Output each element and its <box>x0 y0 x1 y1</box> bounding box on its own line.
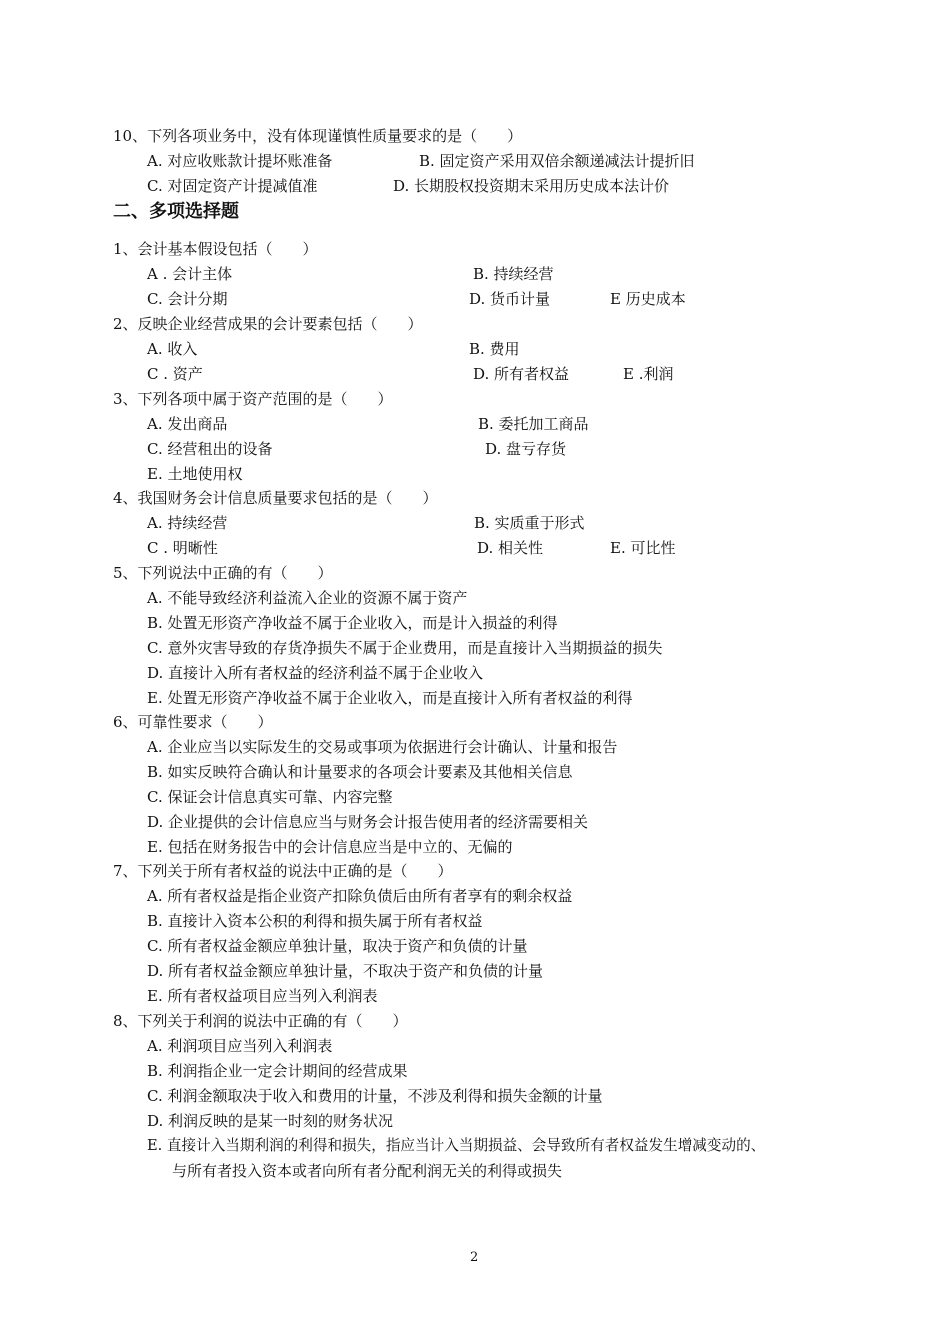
mc-1-option-b: B. 持续经营 <box>473 265 554 283</box>
mc-5-option-c: C. 意外灾害导致的存货净损失不属于企业费用，而是直接计入当期损益的损失 <box>147 639 663 657</box>
mc-1-option-d: D. 货币计量 <box>469 290 551 308</box>
mc-3-stem: 3、下列各项中属于资产范围的是（ ） <box>113 390 393 408</box>
mc-4-option-c: C . 明晰性 <box>147 539 218 557</box>
mc-4-option-b: B. 实质重于形式 <box>474 514 585 532</box>
mc-1-stem: 1、会计基本假设包括（ ） <box>113 240 318 258</box>
mc-1-option-c: C. 会计分期 <box>147 290 228 308</box>
section-heading-multiple-choice: 二、多项选择题 <box>113 201 239 222</box>
mc-2-option-a: A. 收入 <box>147 340 198 358</box>
question-10-option-a: A. 对应收账款计提坏账准备 <box>147 152 333 170</box>
mc-5-option-b: B. 处置无形资产净收益不属于企业收入，而是计入损益的利得 <box>147 614 558 632</box>
mc-2-option-e: E .利润 <box>623 365 674 383</box>
mc-5-option-e: E. 处置无形资产净收益不属于企业收入，而是直接计入所有者权益的利得 <box>147 689 633 707</box>
mc-6-option-d: D. 企业提供的会计信息应当与财务会计报告使用者的经济需要相关 <box>147 813 589 831</box>
mc-7-stem: 7、下列关于所有者权益的说法中正确的是（ ） <box>113 862 453 880</box>
mc-5-stem: 5、下列说法中正确的有（ ） <box>113 564 333 582</box>
mc-7-option-d: D. 所有者权益金额应单独计量，不取决于资产和负债的计量 <box>147 962 544 980</box>
mc-7-option-b: B. 直接计入资本公积的利得和损失属于所有者权益 <box>147 912 483 930</box>
mc-6-option-b: B. 如实反映符合确认和计量要求的各项会计要素及其他相关信息 <box>147 763 573 781</box>
mc-4-option-a: A. 持续经营 <box>147 514 228 532</box>
mc-4-option-d: D. 相关性 <box>477 539 544 557</box>
mc-8-option-e-continued: 与所有者投入资本或者向所有者分配利润无关的利得或损失 <box>172 1162 563 1180</box>
mc-6-stem: 6、可靠性要求（ ） <box>113 713 273 731</box>
mc-1-option-a: A . 会计主体 <box>147 265 233 283</box>
mc-7-option-a: A. 所有者权益是指企业资产扣除负债后由所有者享有的剩余权益 <box>147 887 573 905</box>
mc-2-option-c: C . 资产 <box>147 365 203 383</box>
mc-4-option-e: E. 可比性 <box>610 539 676 557</box>
mc-3-option-a: A. 发出商品 <box>147 415 228 433</box>
mc-2-option-b: B. 费用 <box>469 340 520 358</box>
mc-3-option-e: E. 土地使用权 <box>147 465 243 483</box>
question-10-option-b: B. 固定资产采用双倍余额递减法计提折旧 <box>419 152 695 170</box>
mc-1-option-e: E 历史成本 <box>610 290 686 308</box>
page-number: 2 <box>470 1250 479 1265</box>
mc-5-option-a: A. 不能导致经济利益流入企业的资源不属于资产 <box>147 589 468 607</box>
mc-8-option-c: C. 利润金额取决于收入和费用的计量，不涉及利得和损失金额的计量 <box>147 1087 603 1105</box>
mc-8-option-e: E. 直接计入当期利润的利得和损失，指应当计入当期损益、会导致所有者权益发生增减变动的、 <box>147 1137 766 1154</box>
mc-2-option-d: D. 所有者权益 <box>473 365 570 383</box>
mc-8-option-d: D. 利润反映的是某一时刻的财务状况 <box>147 1112 394 1130</box>
question-10-option-d: D. 长期股权投资期末采用历史成本法计价 <box>393 177 670 195</box>
mc-5-option-d: D. 直接计入所有者权益的经济利益不属于企业收入 <box>147 664 484 682</box>
mc-6-option-a: A. 企业应当以实际发生的交易或事项为依据进行会计确认、计量和报告 <box>147 738 618 756</box>
mc-7-option-c: C. 所有者权益金额应单独计量，取决于资产和负债的计量 <box>147 937 528 955</box>
mc-8-option-b: B. 利润指企业一定会计期间的经营成果 <box>147 1062 408 1080</box>
mc-3-option-b: B. 委托加工商品 <box>478 415 589 433</box>
mc-3-option-c: C. 经营租出的设备 <box>147 440 273 458</box>
mc-3-option-d: D. 盘亏存货 <box>485 440 567 458</box>
question-10-stem: 10、下列各项业务中，没有体现谨慎性质量要求的是（ ） <box>113 127 523 145</box>
mc-8-option-a: A. 利润项目应当列入利润表 <box>147 1037 333 1055</box>
mc-6-option-c: C. 保证会计信息真实可靠、内容完整 <box>147 788 393 806</box>
mc-8-stem: 8、下列关于利润的说法中正确的有（ ） <box>113 1012 408 1030</box>
mc-7-option-e: E. 所有者权益项目应当列入利润表 <box>147 987 378 1005</box>
mc-6-option-e: E. 包括在财务报告中的会计信息应当是中立的、无偏的 <box>147 838 513 856</box>
mc-2-stem: 2、反映企业经营成果的会计要素包括（ ） <box>113 315 423 333</box>
mc-4-stem: 4、我国财务会计信息质量要求包括的是（ ） <box>113 489 438 507</box>
question-10-option-c: C. 对固定资产计提减值准 <box>147 177 318 195</box>
